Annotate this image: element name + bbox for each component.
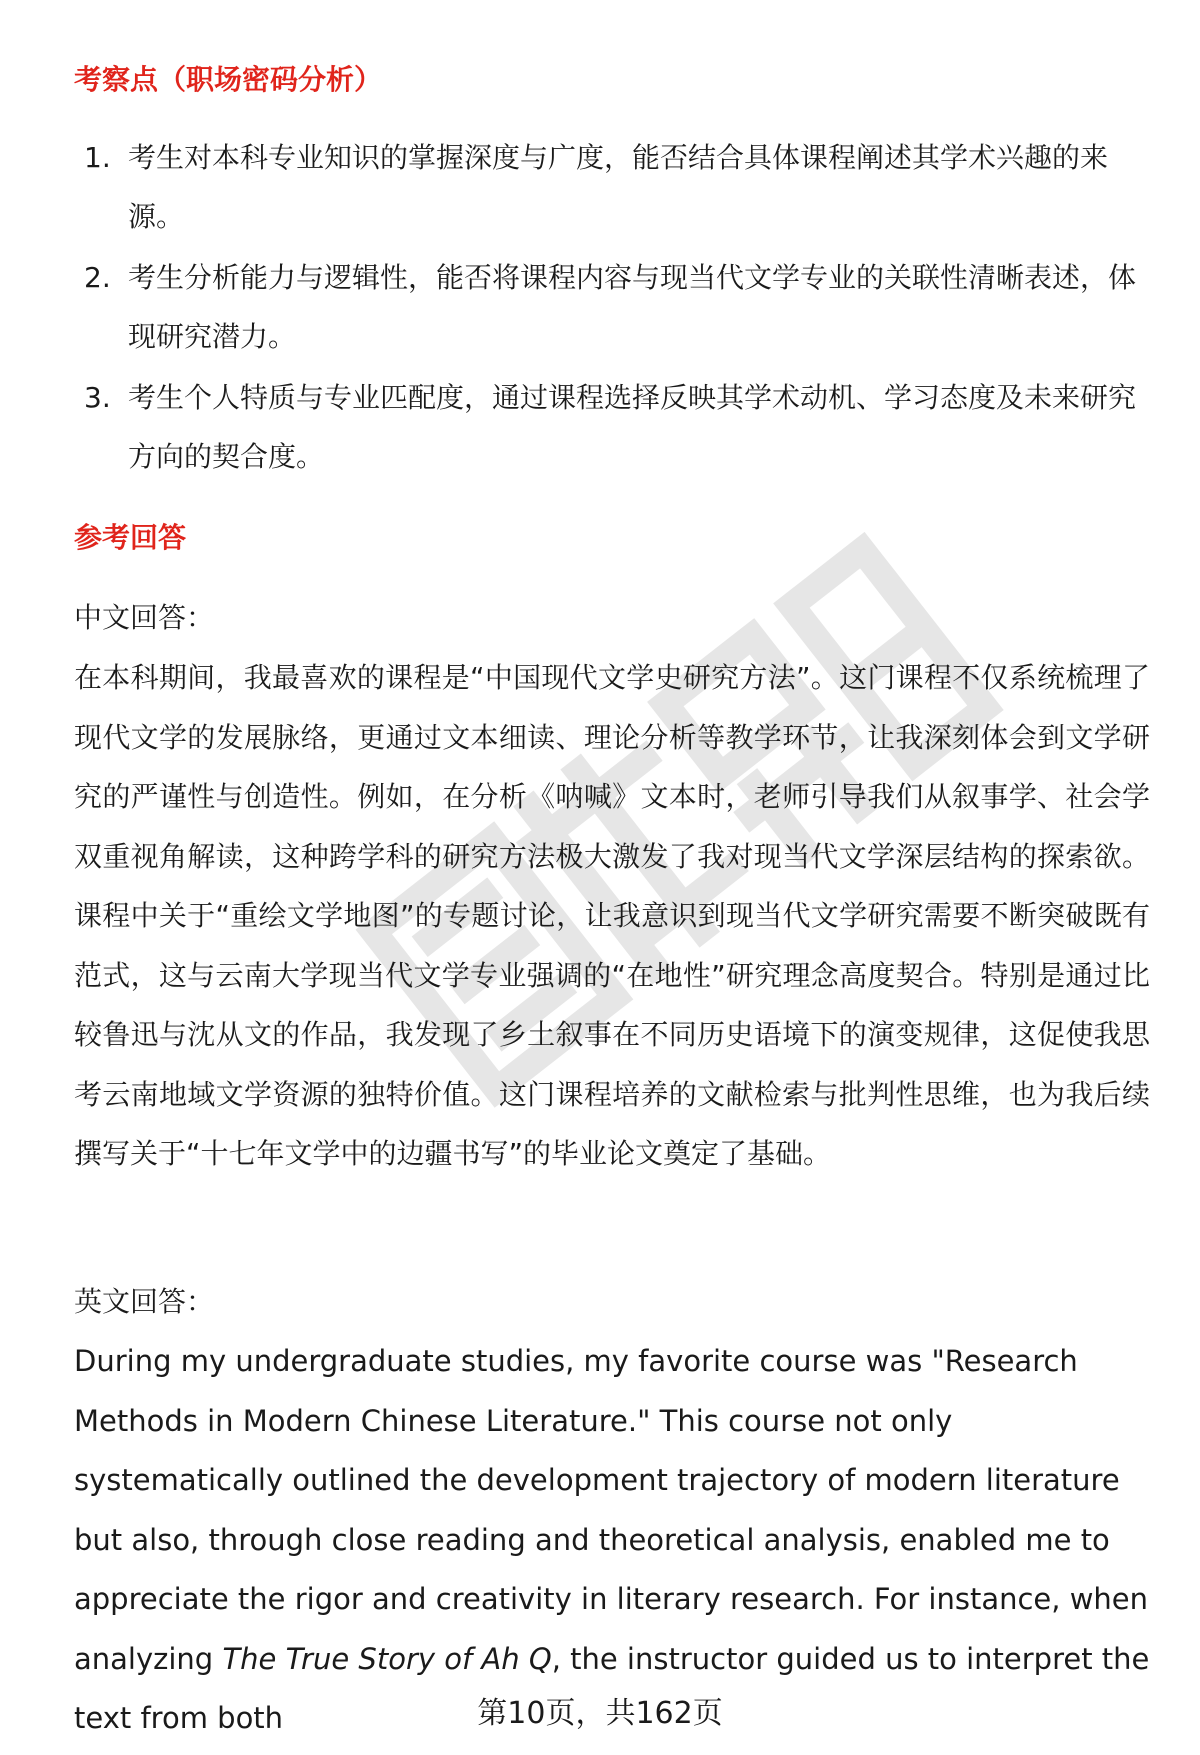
list-item-number: 3. [84, 381, 111, 414]
list-item [74, 248, 1150, 366]
chinese-answer-label: 中文回答： [74, 601, 215, 634]
page-footer: 第10页，共162页 [477, 1696, 723, 1731]
list-item-text: 考生对本科专业知识的掌握深度与广度，能否结合具体课程阐述其学术兴趣的来源。 [128, 141, 1109, 233]
english-answer-text-part1: During my undergraduate studies, my favorite course was "Research Methods in Modern Chinese Literature." This course not only systematically outlined the development trajectory of modern literature but also, through close reading and theoretical analysis, enabled me to appreciate the rigor and creativity in literary research. For instance, when analyzing [74, 1344, 1149, 1676]
reference-answer-heading: 参考回答 [74, 521, 187, 554]
exam-points-list [74, 128, 1150, 488]
list-item [74, 368, 1150, 486]
english-answer-label: 英文回答： [74, 1285, 215, 1318]
list-item-number: 1. [84, 141, 111, 174]
book-title-italic: The True Story of Ah Q [222, 1641, 552, 1676]
list-item [74, 128, 1150, 246]
english-answer-text [74, 1332, 1150, 1749]
english-answer-text-part2: , the instructor guided us to interpret the text from both [74, 1641, 1150, 1735]
chinese-answer-text: 在本科期间，我最喜欢的课程是“中国现代文学史研究方法”。这门课程不仅系统梳理了现代文学的发展脉络，更通过文本细读、理论分析等教学环节，让我深刻体会到文学研究的严谨性与创造性。例如，在分析《呐喊》文本时，老师引导我们从叙事学、社会学双重视角解读，这种跨学科的研究方法极大激发了我对现当代文学深层结构的探索欲。课程中关于“重绘文学地图”的专题讨论，让我意识到现当代文学研究需要不断突破既有范式，这与云南大学现当代文学专业强调的“在地性”研究理念高度契合。特别是通过比较鲁迅与沈从文的作品，我发现了乡土叙事在不同历史语境下的演变规律，这促使我思考云南地域文学资源的独特价值。这门课程培养的文献检索与批判性思维，也为我后续撰写关于“十七年文学中的边疆书写”的毕业论文奠定了基础。 [74, 661, 1150, 1170]
list-item-text: 考生个人特质与专业匹配度，通过课程选择反映其学术动机、学习态度及未来研究方向的契合度。 [128, 381, 1137, 473]
list-item-text: 考生分析能力与逻辑性，能否将课程内容与现当代文学专业的关联性清晰表述，体现研究潜力。 [128, 261, 1137, 353]
exam-points-heading: 考察点（职场密码分析） [74, 63, 383, 96]
list-item-number: 2. [84, 261, 111, 294]
